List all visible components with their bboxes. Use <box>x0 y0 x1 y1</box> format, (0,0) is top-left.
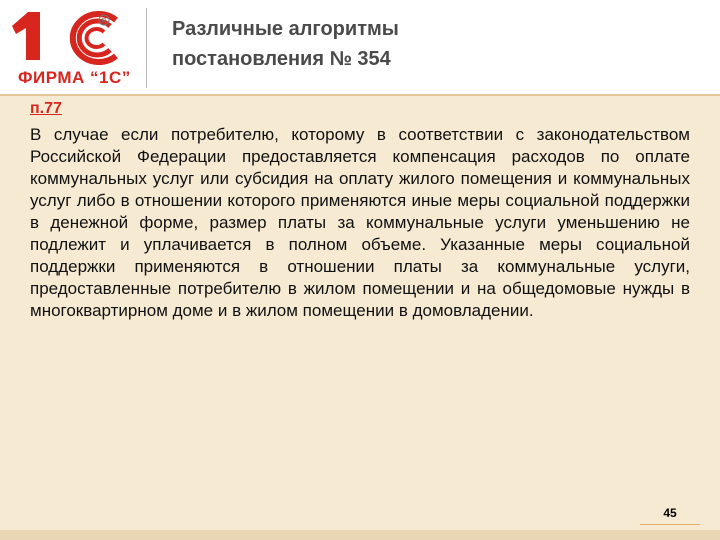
title-line-2: постановления № 354 <box>172 48 391 70</box>
logo-caption: ФИРМА “1С” <box>18 68 131 87</box>
page-number-underline <box>640 524 700 525</box>
svg-text:R: R <box>101 18 107 25</box>
slide-header <box>0 0 720 94</box>
page-number: 45 <box>663 506 677 520</box>
header-rule <box>0 94 720 96</box>
slide-title <box>172 14 399 74</box>
title-line-1: Различные алгоритмы <box>172 18 399 40</box>
clause-heading: п.77 <box>30 100 62 117</box>
1c-logo <box>4 6 154 90</box>
1c-logo-mark <box>4 6 154 66</box>
footer-band <box>0 530 720 540</box>
header-divider <box>146 8 147 88</box>
clause-body-text: В случае если потребителю, которому в соответствии с законодательством Российской Федерации предоставляется компенсация расходов по оплате коммунальных услуг или субсидия на оплату жилого помещения и коммунальных услуг либо в отношении которого применяются иные меры социальной поддержки в денежной форме, размер платы за коммунальные услуги уменьшению не подлежит и уплачивается в полном объеме. Указанные меры социальной поддержки применяются в отношении платы за коммунальные услуги, предоставленные потребителю в жилом помещении и на общедомовые нужды в многоквартирном доме и в жилом помещении в домовладении. <box>30 125 690 320</box>
